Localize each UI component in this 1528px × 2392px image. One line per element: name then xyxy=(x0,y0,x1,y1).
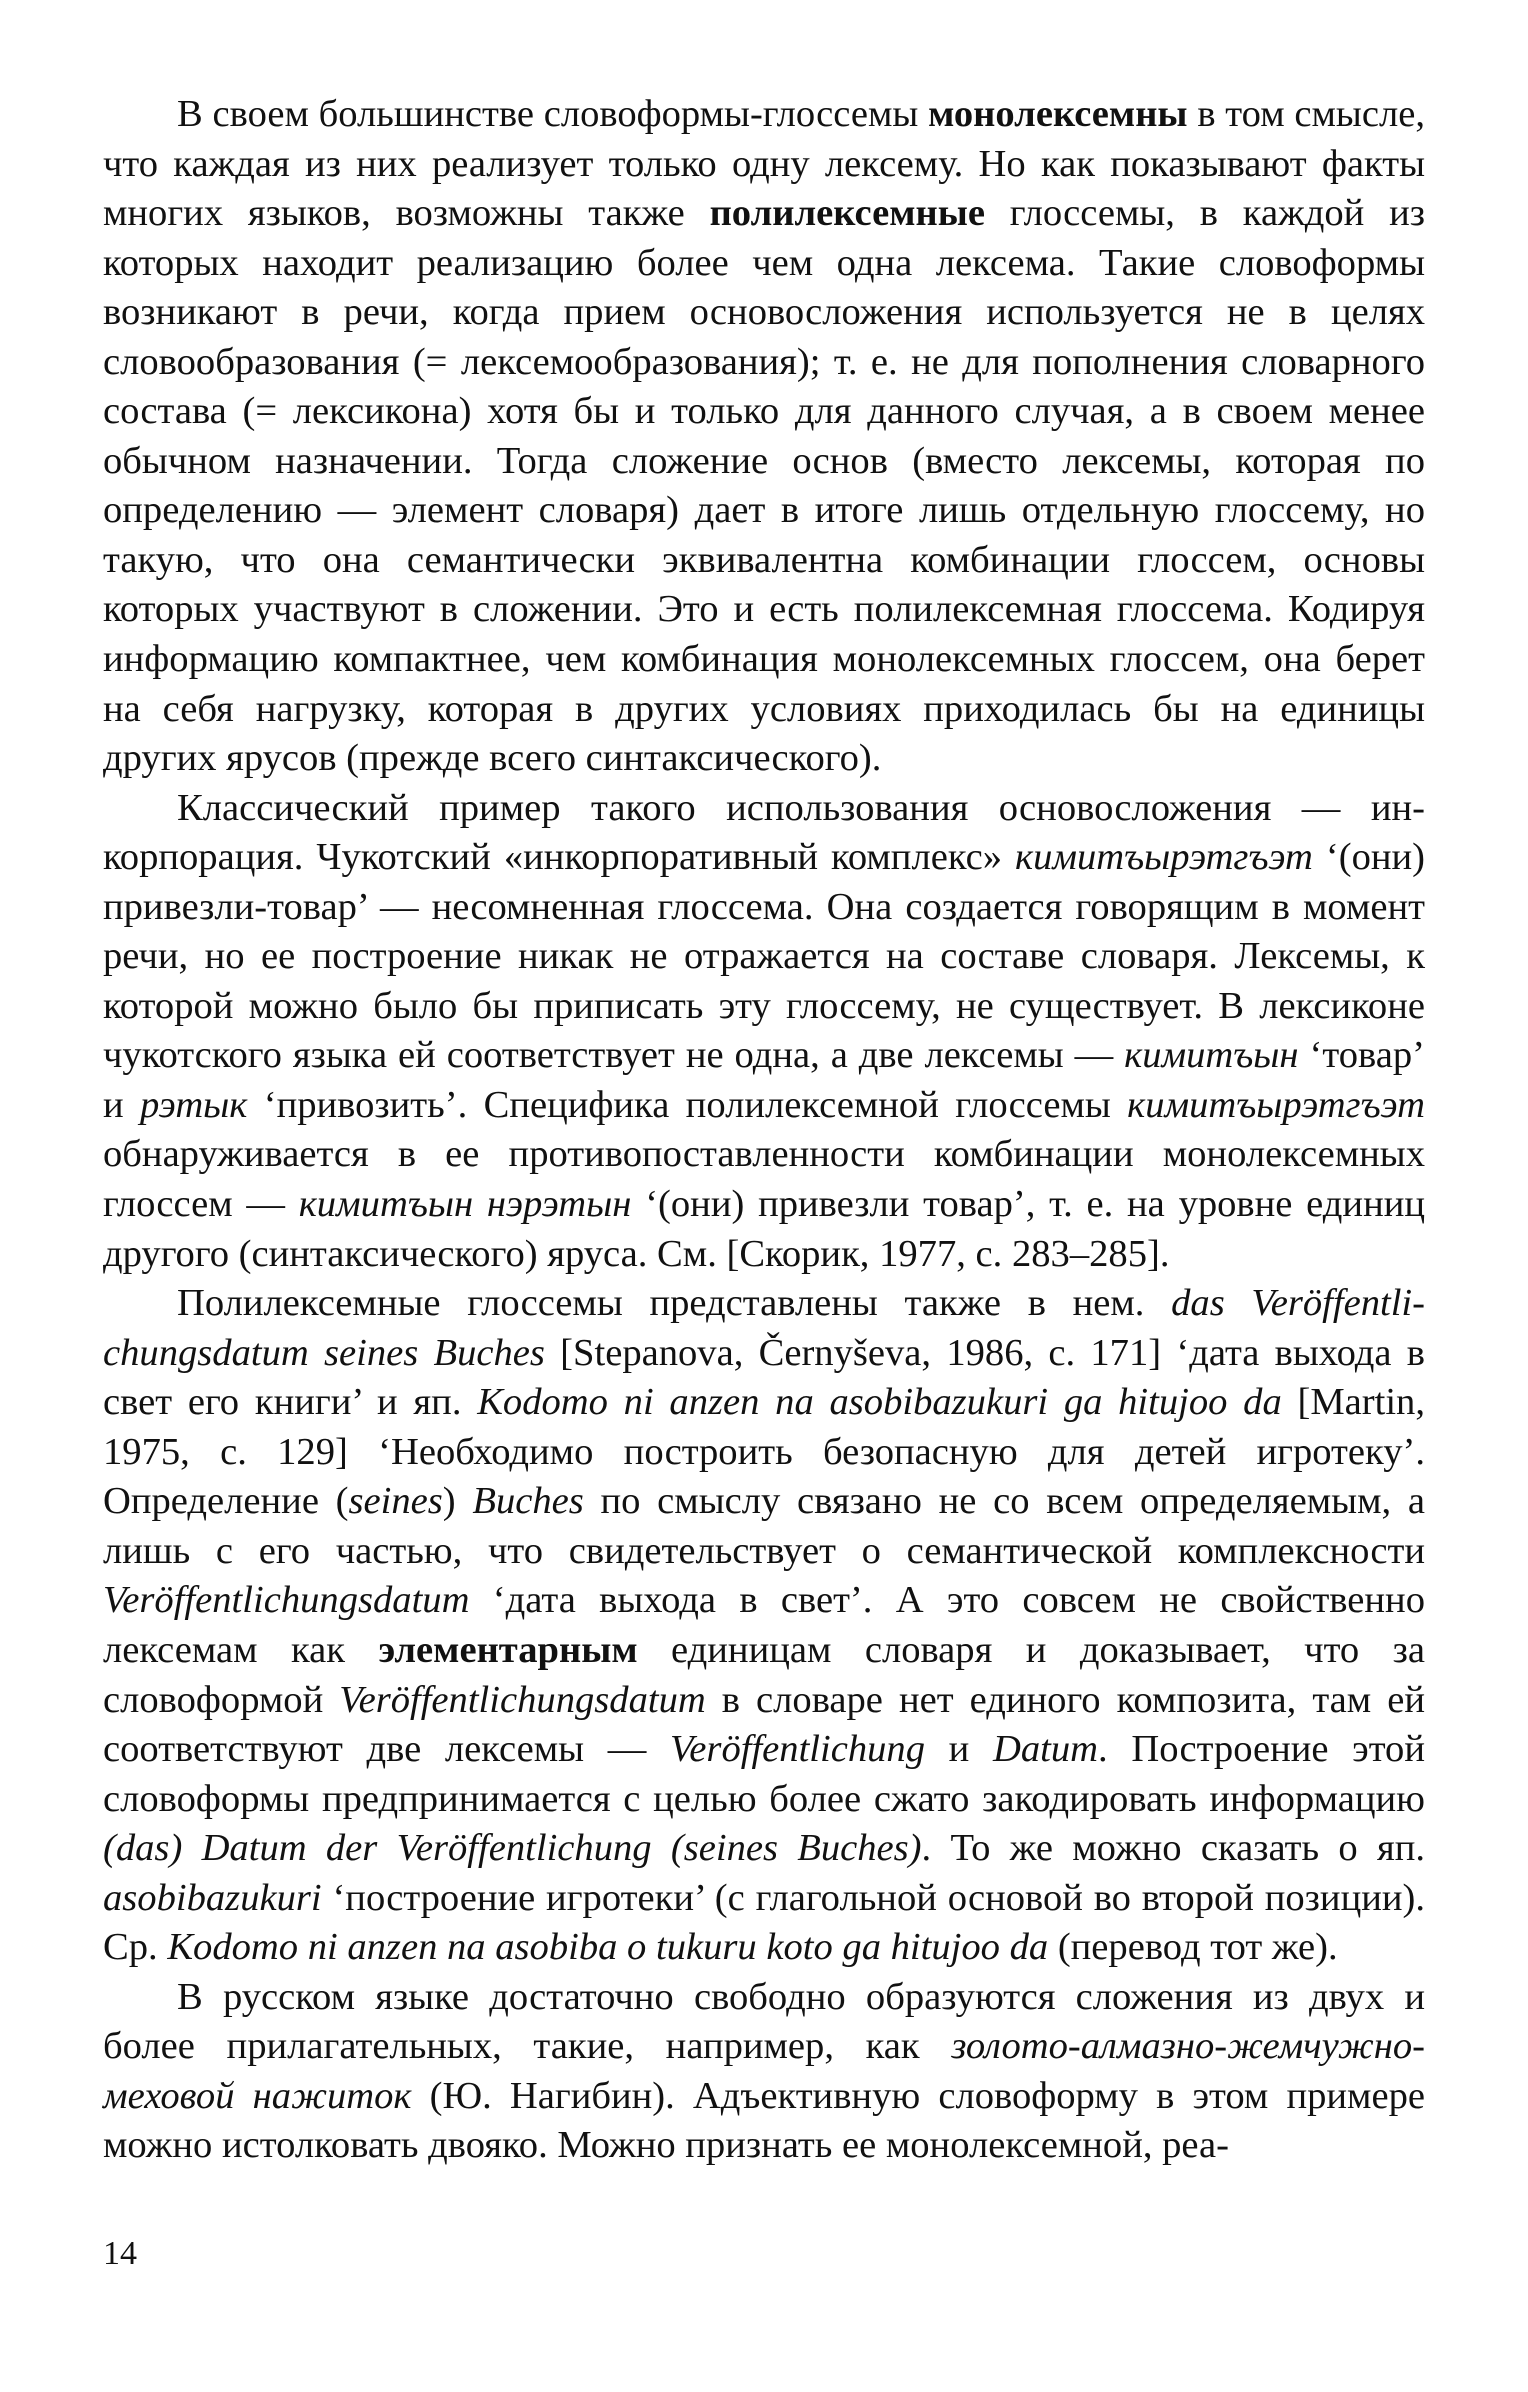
text-run: ‘(они) привезли товар’, т. е. на уровне единиц другого (синтаксического) яруса. См. [Скорик, 1977, с. 283–285]. xyxy=(103,1183,1426,1275)
paragraph-3 xyxy=(103,1279,1425,1973)
text-run: ‘дата выхода в свет’. А это совсем не свойственно лексемам как xyxy=(103,1579,1425,1671)
italic-example: (das) Datum der Veröffentlichung (seines Buches) xyxy=(103,1827,922,1870)
italic-example: Veröffentlichungsdatum xyxy=(339,1678,706,1721)
italic-example: Buches xyxy=(472,1480,584,1523)
italic-example: кимитъырэтгъэт xyxy=(1015,836,1313,879)
italic-example: кимитъын xyxy=(1124,1034,1299,1077)
italic-example: Veröffentlichungsdatum xyxy=(103,1579,470,1622)
text-run: глоссемы, в каждой из которых находит реализацию более чем одна лексема. Такие словоформы возникают в речи, когда прием основосложения используется не в целях словообразования (= лексемообразования); т. е. не для пополнения словарного состава (= лексикона) хотя бы и только для данного случая, а в своем менее обычном назначении. Тогда сложение основ (вместо лексемы, которая по определению — элемент словаря) дает в итоге лишь отдельную глоссему, но такую, что она семантически эквивалентна комбинации глоссем, основы которых участвуют в сложении. Это и есть полилексемная глоссема. Кодируя информацию компактнее, чем комбинация монолексемных глоссем, она берет на себя нагрузку, которая в других условиях приходилась бы на единицы других ярусов (прежде всего синтаксического). xyxy=(103,192,1425,780)
italic-example: Veröffentlichung xyxy=(670,1728,926,1771)
italic-example: кимитъын нэрэтын xyxy=(298,1183,632,1226)
text-run: ‘товар’ и xyxy=(103,1034,1425,1126)
text-run: В русском языке достаточно свободно образуются сложения из двух и более прилагательных, такие, например, как xyxy=(103,1975,1425,2068)
italic-example: Kodomo ni anzen na asobiba o tukuru koto ga hitujoo da xyxy=(167,1926,1049,1969)
italic-example: Kodomo ni anzen na asobibazukuri ga hitujoo da xyxy=(477,1381,1282,1424)
italic-example: Datum xyxy=(993,1728,1099,1771)
text-run: ) xyxy=(442,1480,473,1523)
italic-example: seines xyxy=(348,1480,443,1523)
italic-example: рэтык xyxy=(140,1083,248,1126)
text-run: Классический пример такого использования основосложения — инкорпорация. Чукотский «инкорпоративный комплекс» xyxy=(103,786,1425,879)
paragraph-2 xyxy=(103,784,1425,1279)
italic-example: золото-алмазно-жемчужномеховой нажиток xyxy=(103,2025,1425,2117)
paragraph-4 xyxy=(103,1973,1425,2171)
text-run: Полилексемные глоссемы представлены также в нем. xyxy=(177,1282,1172,1325)
bold-term: полилексемные xyxy=(709,192,985,235)
italic-example: das Veröffentlichungsdatum seines Buches xyxy=(103,1282,1426,1374)
italic-example: asobibazukuri xyxy=(103,1876,322,1919)
bold-term: монолексемны xyxy=(928,93,1188,135)
italic-example: кимитъырэтгъэт xyxy=(1127,1083,1425,1126)
text-run: ‘(они) привезли-товар’ — несомненная глоссема. Она создается говорящим в момент речи, но ее построение никак не отражается на составе словаря. Лексемы, к которой можно было бы приписать эту глоссему, не существует. В лексиконе чукотского языка ей соответствует не одна, а две лексемы — xyxy=(103,836,1426,1077)
text-run: в том смысле, что каждая из них реализует только одну лексему. Но как показывают факты многих языков, возможны также xyxy=(103,93,1425,235)
text-run: единицам словаря и доказывает, что за словоформой xyxy=(103,1628,1425,1721)
text-run: . То же можно сказать о яп. xyxy=(921,1827,1425,1870)
page-text-column xyxy=(103,90,1425,2171)
bold-term: элементарным xyxy=(378,1628,638,1671)
text-run: (Ю. Нагибин). Адъективную словоформу в этом примере можно истолковать двояко. Можно признать ее монолексемной, реа- xyxy=(103,2074,1425,2167)
text-run: ‘построение игротеки’ (с глагольной основой во второй позиции). Ср. xyxy=(103,1876,1425,1969)
text-run: и xyxy=(925,1728,993,1771)
text-run: [Stepanova, Černyševa, 1986, c. 171] ‘дата выхода в свет его книги’ и яп. xyxy=(103,1331,1425,1424)
text-run: ‘привозить’. Специфика полилексемной глоссемы xyxy=(247,1083,1128,1126)
text-run: [Martin, 1975, c. 129] ‘Необходимо построить безопасную для детей игротеку’. Определение ( xyxy=(103,1381,1425,1523)
text-run: (перевод тот же). xyxy=(1048,1926,1338,1969)
text-run: В своем большинстве словоформы-глоссемы xyxy=(177,93,929,135)
paragraph-1 xyxy=(103,90,1425,784)
text-run: в словаре нет единого композита, там ей соответствуют две лексемы — xyxy=(103,1678,1425,1771)
text-run: обнаруживается в ее противопоставленности комбинации монолексемных глоссем — xyxy=(103,1133,1425,1226)
page-number: 14 xyxy=(103,2235,137,2272)
text-run: . Построение этой словоформы предпринимается с целью более сжато закодировать информацию xyxy=(103,1728,1425,1820)
text-run: по смыслу связано не со всем определяемым, а лишь с его частью, что свидетельствует о семантической комплексности xyxy=(103,1480,1425,1572)
